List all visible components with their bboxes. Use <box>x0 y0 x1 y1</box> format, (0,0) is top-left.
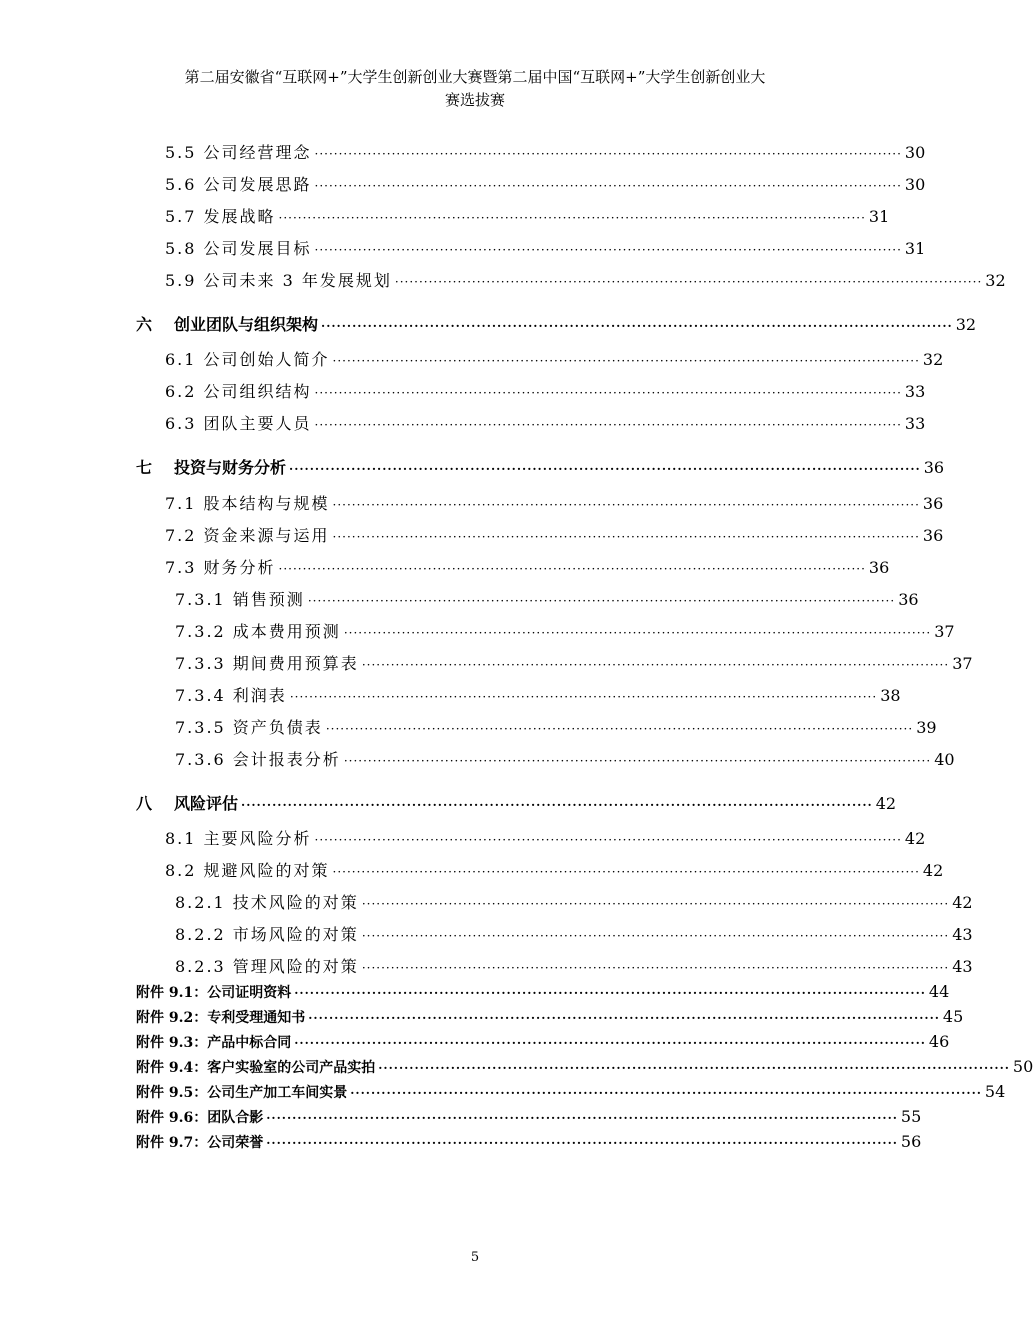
toc-entry-label: 5.9 公司未来 3 年发展规划 <box>165 271 392 290</box>
toc-entry-label: 8.1 主要风险分析 <box>165 829 312 848</box>
toc-leader: ·························································································································· <box>332 354 920 368</box>
toc-leader: ·························································································································· <box>361 961 950 975</box>
toc-entry-page: 36 <box>868 558 890 577</box>
toc-leader: ·························································································································· <box>266 1111 898 1125</box>
toc-entry[interactable] <box>165 347 944 370</box>
toc-entry[interactable] <box>165 555 890 578</box>
toc-entry-label: 附件 9.6：团队合影 <box>136 1110 264 1126</box>
toc-section-label: 风险评估 <box>174 794 239 813</box>
toc-entry-label: 5.7 发展战略 <box>165 207 276 226</box>
toc-entry[interactable] <box>175 619 955 642</box>
toc-section-number: 八 <box>136 794 153 813</box>
toc-attachment[interactable] <box>136 1007 964 1027</box>
toc-leader: ·························································································································· <box>308 1011 940 1025</box>
toc-entry[interactable] <box>165 826 926 849</box>
toc-entry-page: 30 <box>904 143 926 162</box>
toc-entry-label: 5.6 公司发展思路 <box>165 175 312 194</box>
toc-entry-label: 7.3.5 资产负债表 <box>175 718 323 737</box>
toc-leader: ·························································································································· <box>394 275 983 289</box>
toc-entry[interactable] <box>165 236 926 259</box>
toc-entry-label: 7.3.4 利润表 <box>175 686 287 705</box>
toc-entry[interactable] <box>165 268 1006 291</box>
toc-entry-page: 37 <box>952 654 973 673</box>
toc-entry-page: 44 <box>928 982 950 1001</box>
toc-leader: ·························································································································· <box>314 833 902 847</box>
toc-entry-label: 7.3.3 期间费用预算表 <box>175 654 359 673</box>
toc-entry-page: 42 <box>875 794 897 813</box>
toc-leader: ·························································································································· <box>361 929 950 943</box>
toc-entry[interactable] <box>175 890 973 913</box>
toc-entry-label: 附件 9.2：专利受理通知书 <box>136 1010 306 1026</box>
toc-entry-page: 33 <box>904 414 926 433</box>
toc-entry-label: 5.5 公司经营理念 <box>165 143 312 162</box>
toc-leader: ·························································································································· <box>332 498 920 512</box>
toc-leader: ·························································································································· <box>289 462 921 476</box>
toc-entry-page: 40 <box>934 750 955 769</box>
toc-entry-page: 39 <box>916 718 937 737</box>
toc-entry-label: 6.3 团队主要人员 <box>165 414 312 433</box>
toc-entry-label: 附件 9.5：公司生产加工车间实景 <box>136 1085 348 1101</box>
toc-entry-label: 8.2 规避风险的对策 <box>165 861 330 880</box>
toc-attachment[interactable] <box>136 1057 1033 1077</box>
toc-leader: ·························································································································· <box>278 211 866 225</box>
toc-leader: ·························································································································· <box>314 243 902 257</box>
toc-entry-page: 32 <box>955 315 977 334</box>
toc-section-heading[interactable] <box>136 455 945 478</box>
toc-entry-label: 附件 9.3：产品中标合同 <box>136 1035 292 1051</box>
toc-entry-page: 38 <box>880 686 901 705</box>
toc-leader: ·························································································································· <box>314 386 902 400</box>
toc-entry[interactable] <box>165 140 926 163</box>
toc-entry-page: 50 <box>1012 1057 1033 1076</box>
toc-leader: ·························································································································· <box>278 562 866 576</box>
toc-entry-page: 36 <box>922 526 944 545</box>
toc-entry-page: 31 <box>868 207 890 226</box>
toc-entry-page: 55 <box>900 1107 922 1126</box>
toc-leader: ·························································································································· <box>361 897 950 911</box>
toc-entry-label: 6.1 公司创始人简介 <box>165 350 330 369</box>
toc-section-label: 创业团队与组织架构 <box>174 315 319 334</box>
toc-section-heading[interactable] <box>136 312 977 335</box>
toc-attachment[interactable] <box>136 1132 922 1152</box>
toc-entry-page: 42 <box>922 861 944 880</box>
toc-entry[interactable] <box>175 954 973 977</box>
toc-section-number: 七 <box>136 458 153 477</box>
toc-entry-label: 8.2.3 管理风险的对策 <box>175 957 359 976</box>
toc-entry-page: 42 <box>952 893 973 912</box>
toc-leader: ·························································································································· <box>378 1061 1010 1075</box>
toc-entry-label: 附件 9.7：公司荣誉 <box>136 1135 264 1151</box>
toc-entry-label: 6.2 公司组织结构 <box>165 382 312 401</box>
toc-entry-label: 7.3.1 销售预测 <box>175 590 305 609</box>
toc-leader: ·························································································································· <box>294 1036 926 1050</box>
toc-entry-label: 7.1 股本结构与规模 <box>165 494 330 513</box>
page-number: 5 <box>470 1250 480 1265</box>
toc-entry-page: 42 <box>904 829 926 848</box>
toc-entry-page: 33 <box>904 382 926 401</box>
toc-entry[interactable] <box>165 379 926 402</box>
toc-entry-page: 46 <box>928 1032 950 1051</box>
toc-entry[interactable] <box>165 411 926 434</box>
toc-entry[interactable] <box>175 651 973 674</box>
toc-leader: ·························································································································· <box>289 690 878 704</box>
toc-entry-page: 43 <box>952 925 973 944</box>
toc-entry[interactable] <box>165 204 890 227</box>
toc-entry-label: 7.2 资金来源与运用 <box>165 526 330 545</box>
toc-entry-label: 7.3.2 成本费用预测 <box>175 622 341 641</box>
toc-section-label: 投资与财务分析 <box>174 458 287 477</box>
toc-attachment[interactable] <box>136 1107 922 1127</box>
toc-attachment[interactable] <box>136 1032 950 1052</box>
toc-entry-label: 附件 9.4：客户实验室的公司产品实拍 <box>136 1060 376 1076</box>
toc-entry-page: 43 <box>952 957 973 976</box>
toc-entry-page: 30 <box>904 175 926 194</box>
toc-entry[interactable] <box>175 715 937 738</box>
toc-leader: ·························································································································· <box>343 754 932 768</box>
toc-leader: ·························································································································· <box>321 319 953 333</box>
toc-entry[interactable] <box>175 587 919 610</box>
toc-leader: ·························································································································· <box>325 722 914 736</box>
toc-leader: ·························································································································· <box>241 798 873 812</box>
toc-entry-label: 7.3.6 会计报表分析 <box>175 750 341 769</box>
toc-leader: ·························································································································· <box>350 1086 982 1100</box>
toc-entry-page: 36 <box>923 458 945 477</box>
toc-leader: ·························································································································· <box>314 418 902 432</box>
header-line-1: 第二届安徽省“互联网+”大学生创新创业大赛暨第二届中国“互联网+”大学生创新创业大 <box>184 68 766 86</box>
toc-section-heading[interactable] <box>136 791 897 814</box>
toc-attachment[interactable] <box>136 1082 1006 1102</box>
toc-entry[interactable] <box>165 491 944 514</box>
toc-entry-page: 56 <box>900 1132 922 1151</box>
toc-entry-page: 32 <box>985 271 1006 290</box>
toc-section-number: 六 <box>136 315 153 334</box>
toc-entry[interactable] <box>175 683 901 706</box>
toc-entry-label: 8.2.2 市场风险的对策 <box>175 925 359 944</box>
toc-entry-page: 37 <box>934 622 955 641</box>
toc-entry[interactable] <box>165 858 944 881</box>
toc-leader: ·························································································································· <box>332 865 920 879</box>
toc-entry-page: 54 <box>984 1082 1006 1101</box>
toc-entry-page: 31 <box>904 239 926 258</box>
toc-entry[interactable] <box>165 172 926 195</box>
toc-leader: ·························································································································· <box>332 530 920 544</box>
toc-entry-page: 45 <box>942 1007 964 1026</box>
toc-entry[interactable] <box>175 922 973 945</box>
toc-leader: ·························································································································· <box>314 179 902 193</box>
toc-leader: ·························································································································· <box>266 1136 898 1150</box>
toc-entry-label: 5.8 公司发展目标 <box>165 239 312 258</box>
toc-entry-label: 7.3 财务分析 <box>165 558 276 577</box>
toc-entry-page: 36 <box>922 494 944 513</box>
header-line-2: 赛选拔赛 <box>444 91 505 109</box>
toc-entry-page: 36 <box>898 590 919 609</box>
toc-leader: ·························································································································· <box>294 986 926 1000</box>
toc-entry-label: 8.2.1 技术风险的对策 <box>175 893 359 912</box>
toc-leader: ·························································································································· <box>361 658 950 672</box>
toc-leader: ·························································································································· <box>314 147 902 161</box>
toc-entry[interactable] <box>175 747 955 770</box>
toc-leader: ·························································································································· <box>343 626 932 640</box>
toc-entry-page: 32 <box>922 350 944 369</box>
toc-leader: ·························································································································· <box>307 594 896 608</box>
toc-entry[interactable] <box>165 523 944 546</box>
toc-entry-label: 附件 9.1：公司证明资料 <box>136 985 292 1001</box>
toc-attachment[interactable] <box>136 982 950 1002</box>
